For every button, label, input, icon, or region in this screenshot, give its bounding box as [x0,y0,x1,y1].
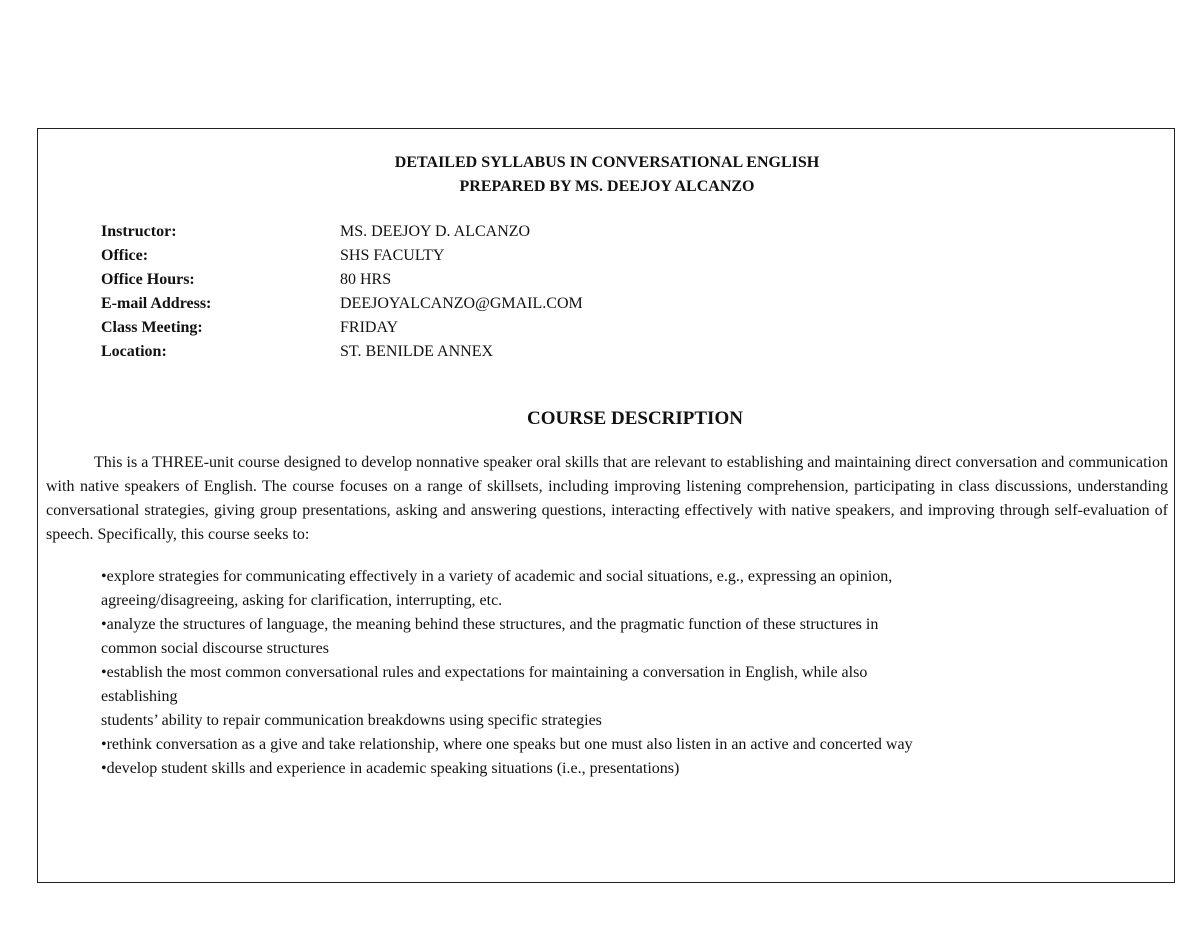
info-label: Location: [101,343,167,360]
objective-line: agreeing/disagreeing, asking for clarification, interrupting, etc. [101,592,503,609]
info-label: Instructor: [101,223,177,240]
info-value: FRIDAY [340,319,399,336]
syllabus-frame [37,128,1175,883]
objective-line: students’ ability to repair communication breakdowns using specific strategies [101,712,602,729]
objective-line: •establish the most common conversational rules and expectations for maintaining a conversation in English, while also [101,664,868,681]
info-label: Class Meeting: [101,319,203,336]
document-title: DETAILED SYLLABUS IN CONVERSATIONAL ENGLISH [394,154,820,171]
info-value: SHS FACULTY [340,247,445,264]
objective-line: common social discourse structures [101,640,329,657]
info-value: DEEJOYALCANZO@GMAIL.COM [340,295,583,312]
course-info [101,220,801,364]
info-row-office-hours [101,268,801,292]
objective-line: •explore strategies for communicating effectively in a variety of academic and social situations, e.g., expressing an opinion, [101,568,893,585]
info-row-office [101,244,801,268]
document-subtitle: PREPARED BY MS. DEEJOY ALCANZO [459,178,755,195]
info-value: ST. BENILDE ANNEX [340,343,494,360]
objective-line: •analyze the structures of language, the meaning behind these structures, and the pragmatic function of these structures in [101,616,879,633]
info-row-location [101,340,801,364]
course-description-heading: COURSE DESCRIPTION [527,408,743,429]
info-value: 80 HRS [340,271,392,288]
info-label: Office: [101,247,149,264]
objective-line: •develop student skills and experience in academic speaking situations (i.e., presentations) [101,760,680,777]
info-value: MS. DEEJOY D. ALCANZO [340,223,531,240]
course-description-paragraph: This is a THREE-unit course designed to develop nonnative speaker oral skills that are relevant to establishing and maintaining direct conversation and communication with native speakers of English. The course focuses on a range of skillsets, including improving listening comprehension, participating in class discussions, understanding conversational strategies, giving group presentations, asking and answering questions, interacting effectively with native speakers, and improving through self-evaluation of speech. Specifically, this course seeks to: [46,454,1168,543]
info-row-email [101,292,801,316]
objective-line: establishing [101,688,178,705]
info-label: E-mail Address: [101,295,212,312]
objectives-list [101,565,913,781]
info-row-instructor [101,220,801,244]
info-label: Office Hours: [101,271,195,288]
info-row-class-meeting [101,316,801,340]
objective-line: •rethink conversation as a give and take relationship, where one speaks but one must also listen in an active and concerted way [101,736,913,753]
